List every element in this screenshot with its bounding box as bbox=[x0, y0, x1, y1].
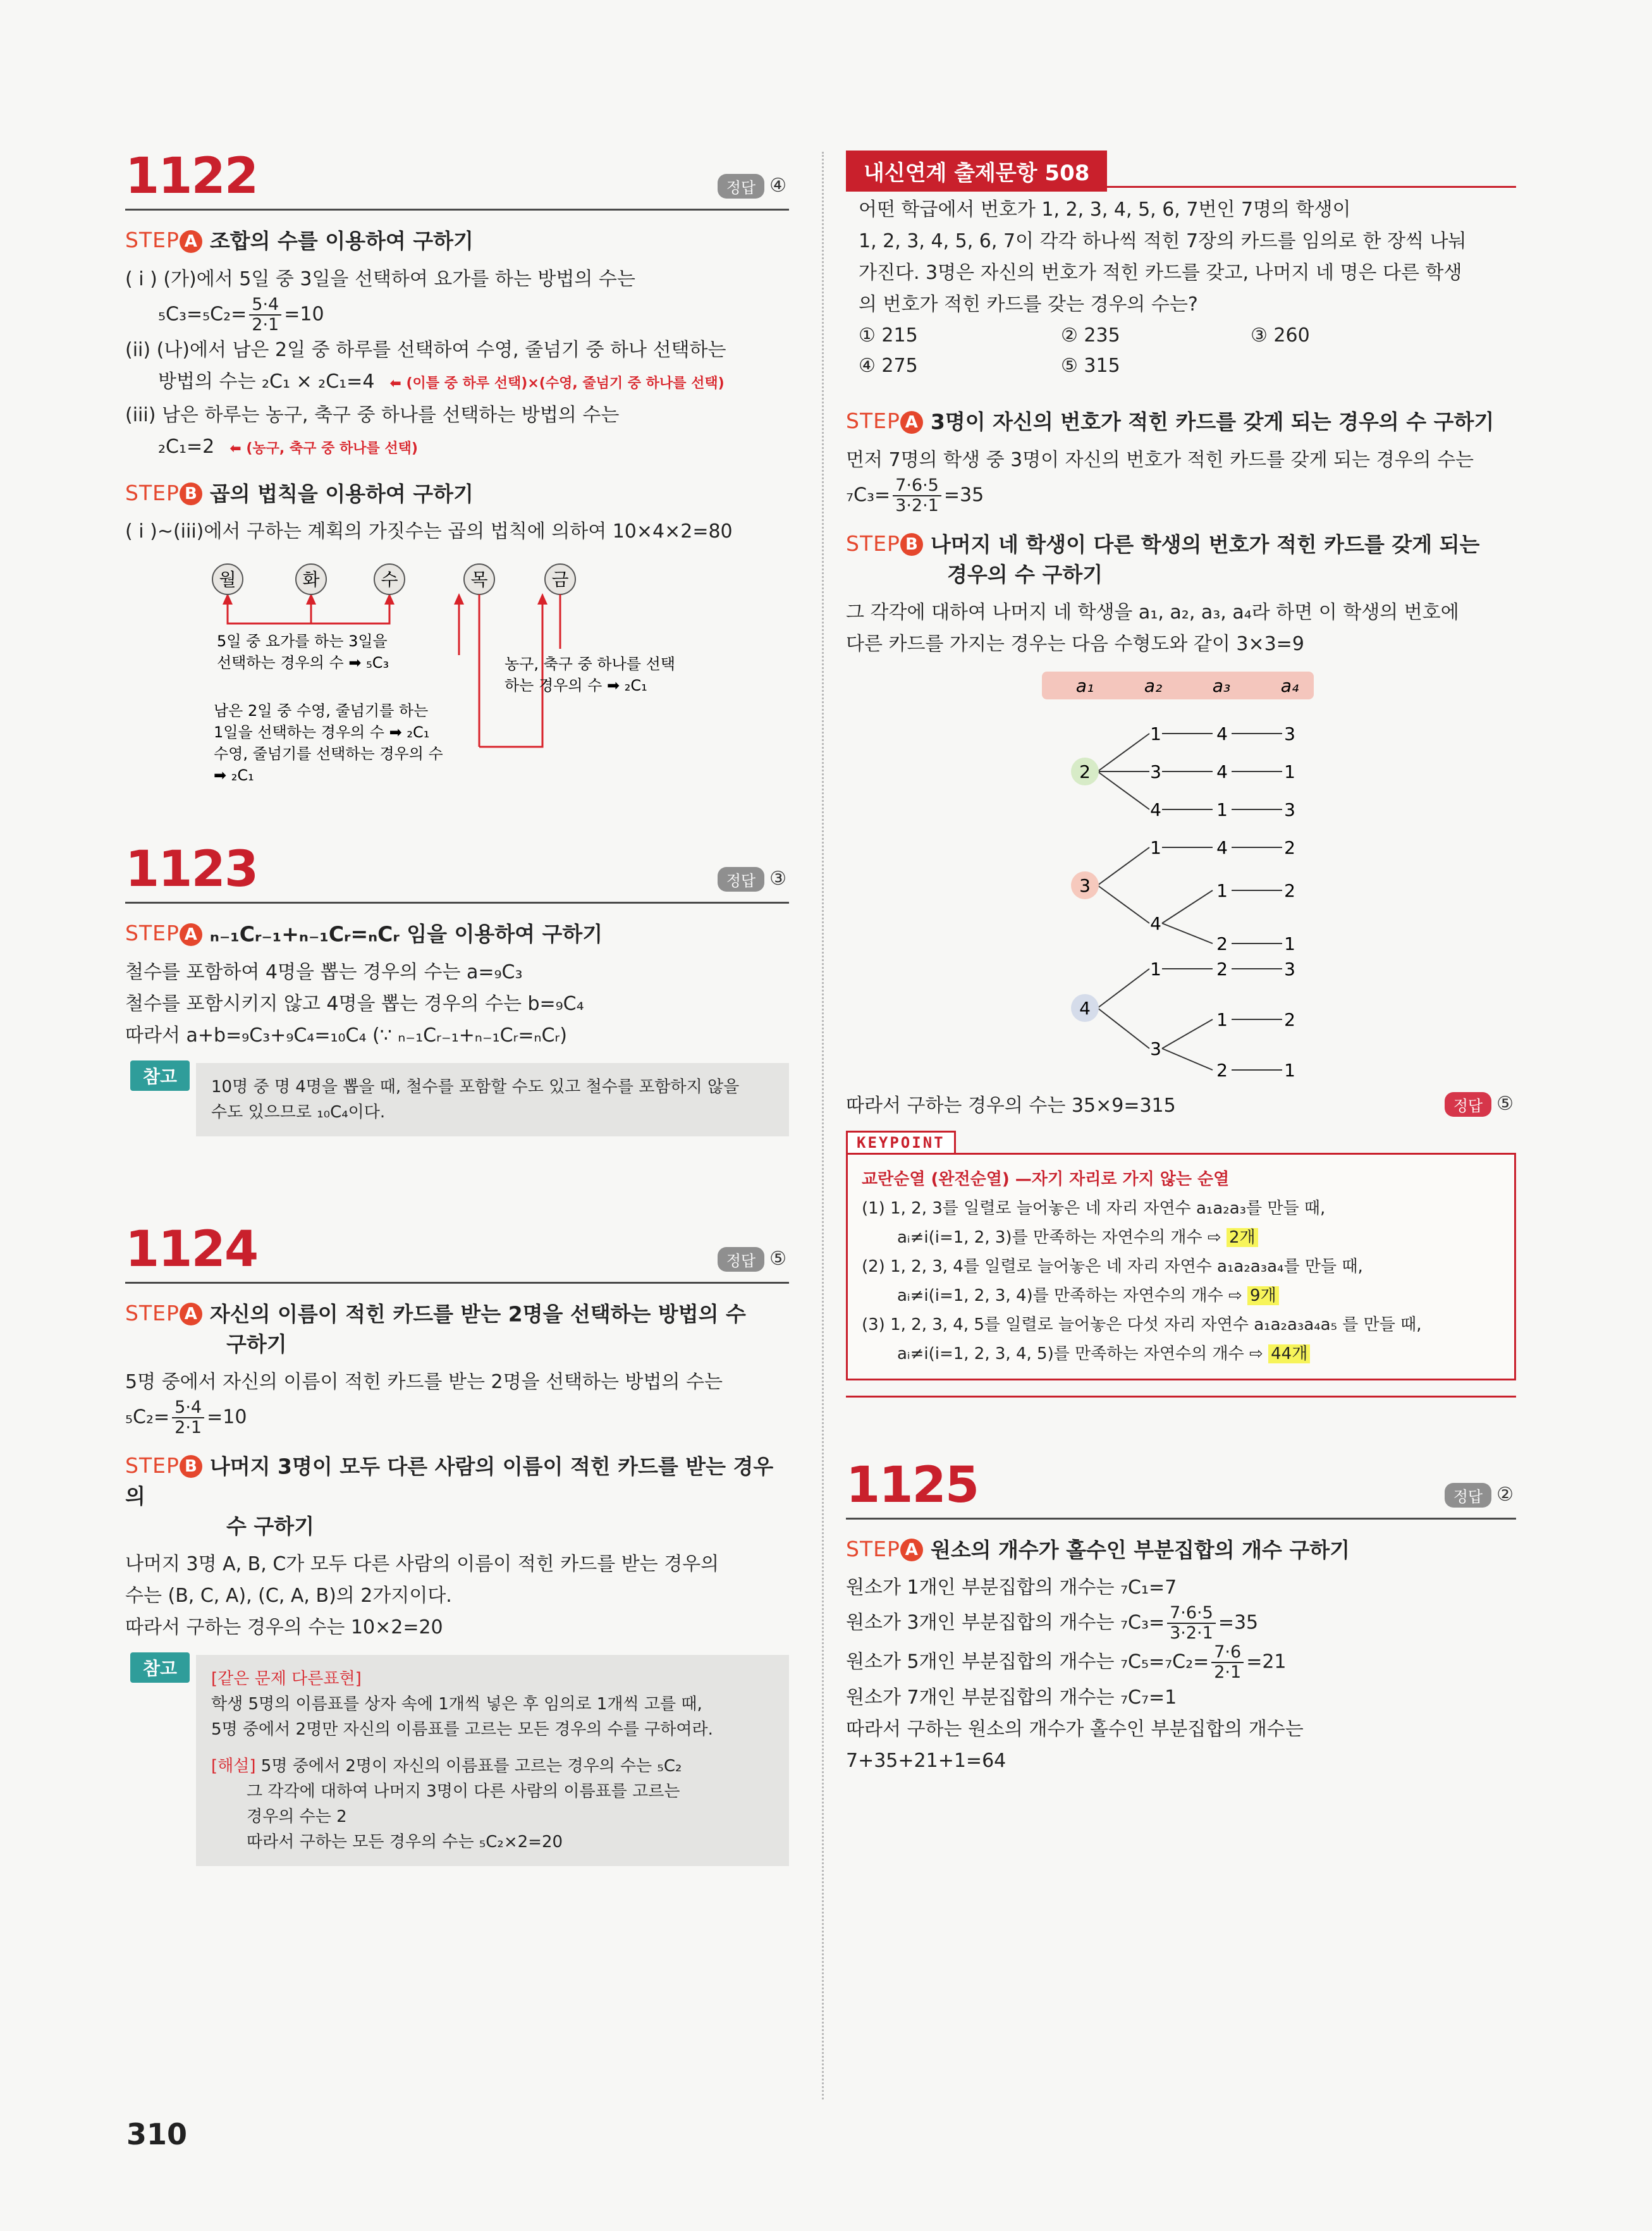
tree-node: 4 bbox=[1150, 913, 1161, 934]
left-column bbox=[125, 145, 789, 1866]
day-mon: 월 bbox=[219, 569, 236, 590]
problem-header-1122 bbox=[125, 145, 789, 211]
reference-note bbox=[125, 1063, 789, 1136]
answer-badge bbox=[718, 1247, 786, 1272]
numerator: 7·6·5 bbox=[893, 476, 941, 496]
step-a-heading bbox=[125, 919, 789, 949]
step-badge: A bbox=[180, 230, 202, 253]
answer-tag: 정답 bbox=[1445, 1092, 1491, 1117]
right-column bbox=[846, 145, 1516, 1777]
formula-text: 원소가 5개인 부분집합의 개수는 ₇C₅=₇C₂= bbox=[846, 1650, 1209, 1673]
tree-header-a2: a₂ bbox=[1144, 675, 1163, 696]
keypoint-line bbox=[862, 1223, 1500, 1252]
answer-badge bbox=[1445, 1092, 1514, 1117]
step-title-cont: 경우의 수 구하기 bbox=[947, 562, 1103, 587]
tree-node: 3 bbox=[1150, 1038, 1161, 1059]
choice-2: ② 235 bbox=[1061, 324, 1120, 347]
step-b-heading bbox=[125, 479, 789, 509]
step-title: 조합의 수를 이용하여 구하기 bbox=[209, 228, 474, 254]
solution-line: 다른 카드를 가지는 경우는 다음 수형도와 같이 3×3=9 bbox=[846, 632, 1304, 655]
formula-text: ₂C₁=2 bbox=[158, 435, 215, 458]
note-line: 학생 5명의 이름표를 상자 속에 1개씩 넣은 후 임의로 1개씩 고를 때, bbox=[211, 1695, 702, 1714]
note-line: 그 각각에 대하여 나머지 3명이 다른 사람의 이름표를 고르는 bbox=[247, 1782, 680, 1801]
numerator: 5·4 bbox=[249, 295, 281, 316]
answer-badge bbox=[1445, 1483, 1514, 1508]
answer-value: ② bbox=[1496, 1483, 1514, 1506]
conclusion-row bbox=[846, 1090, 1516, 1122]
choice-1: ① 215 bbox=[859, 324, 918, 347]
tree-root: 2 bbox=[1079, 761, 1091, 782]
note-line: 5명 중에서 2명이 자신의 이름표를 고르는 경우의 수는 ₅C₂ bbox=[260, 1757, 682, 1776]
formula-text: =35 bbox=[943, 484, 984, 506]
answer-choices bbox=[859, 321, 1516, 381]
diagram-label: 남은 2일 중 수영, 줄넘기를 하는 bbox=[214, 702, 429, 720]
keypoint-highlight: 2개 bbox=[1227, 1228, 1258, 1247]
solution-line: 그 각각에 대하여 나머지 네 학생을 a₁, a₂, a₃, a₄라 하면 이 학생의 번호에 bbox=[846, 601, 1459, 624]
solution-line: (ii) (나)에서 남은 2일 중 하루를 선택하여 수영, 줄넘기 중 하나 선택하는 bbox=[125, 338, 726, 361]
diagram-label: 농구, 축구 중 하나를 선택 bbox=[505, 655, 675, 673]
step-label: STEP bbox=[846, 409, 900, 433]
solution-line: 7+35+21+1=64 bbox=[846, 1750, 1006, 1772]
tree-node: 4 bbox=[1150, 799, 1161, 820]
step-a-heading bbox=[846, 1535, 1516, 1565]
note-body bbox=[196, 1655, 789, 1866]
tree-header-a3: a₃ bbox=[1212, 675, 1231, 696]
step-label: STEP bbox=[125, 1300, 180, 1325]
tree-node: 1 bbox=[1150, 723, 1161, 744]
step-badge: A bbox=[900, 411, 923, 434]
denominator: 3·2·1 bbox=[1170, 1623, 1213, 1643]
step-title: 곱의 법칙을 이용하여 구하기 bbox=[209, 481, 474, 506]
solution-line: 수는 (B, C, A), (C, A, B)의 2가지이다. bbox=[125, 1585, 452, 1607]
numerator: 7·6·5 bbox=[1167, 1604, 1216, 1624]
tree-root: 4 bbox=[1079, 997, 1091, 1019]
step-badge: A bbox=[900, 1539, 923, 1561]
reference-note bbox=[125, 1655, 789, 1866]
problem-number: 1125 bbox=[846, 1456, 979, 1514]
fraction bbox=[893, 476, 941, 515]
step-badge: A bbox=[180, 923, 202, 946]
solution-line bbox=[125, 295, 789, 335]
keypoint-line: (1) 1, 2, 3를 일렬로 늘어놓은 네 자리 자연수 a₁a₂a₃를 만들 때, bbox=[862, 1198, 1326, 1218]
tree-node: 1 bbox=[1216, 1009, 1228, 1030]
keypoint-line bbox=[862, 1339, 1500, 1368]
note-heading: [같은 문제 다른표현] bbox=[211, 1669, 362, 1688]
answer-tag: 정답 bbox=[1445, 1483, 1491, 1508]
question-line: 1, 2, 3, 4, 5, 6, 7이 각각 하나씩 적힌 7장의 카드를 임의로 한 장씩 나눠 bbox=[859, 230, 1467, 252]
solution-line: 따라서 구하는 경우의 수는 10×2=20 bbox=[125, 1616, 443, 1638]
solution-line: 5명 중에서 자신의 이름이 적힌 카드를 받는 2명을 선택하는 방법의 수는 bbox=[125, 1370, 723, 1393]
formula-text: ₅C₂= bbox=[125, 1406, 170, 1428]
step-badge: B bbox=[900, 533, 923, 556]
tree-node: 2 bbox=[1284, 880, 1295, 901]
solution-line: 철수를 포함시키지 않고 4명을 뽑는 경우의 수는 b=₉C₄ bbox=[125, 992, 584, 1015]
question-line: 의 번호가 적힌 카드를 갖는 경우의 수는? bbox=[859, 293, 1198, 316]
step-badge: A bbox=[180, 1303, 202, 1325]
tree-node: 2 bbox=[1284, 1009, 1295, 1030]
answer-badge bbox=[718, 867, 786, 892]
tree-node: 4 bbox=[1216, 837, 1228, 858]
fraction bbox=[249, 295, 281, 335]
tree-node: 1 bbox=[1284, 933, 1295, 954]
note-line: 5명 중에서 2명만 자신의 이름표를 고르는 모든 경우의 수를 구하여라. bbox=[211, 1720, 713, 1739]
tree-node: 3 bbox=[1150, 761, 1161, 782]
step-title: 나머지 3명이 모두 다른 사람의 이름이 적힌 카드를 받는 경우의 bbox=[125, 1454, 774, 1509]
step-label: STEP bbox=[125, 480, 180, 505]
solution-line bbox=[125, 1398, 789, 1437]
denominator: 2·1 bbox=[252, 314, 279, 335]
question-line: 가진다. 3명은 자신의 번호가 적힌 카드를 갖고, 나머지 네 명은 다른 학생 bbox=[859, 262, 1462, 284]
step-title-cont: 구하기 bbox=[226, 1331, 287, 1356]
keypoint-text: aᵢ≠i(i=1, 2, 3, 4)를 만족하는 자연수의 개수 ⇨ bbox=[897, 1286, 1242, 1305]
tree-node: 1 bbox=[1284, 1059, 1295, 1081]
step-title: 원소의 개수가 홀수인 부분집합의 개수 구하기 bbox=[930, 1537, 1350, 1562]
tree-node: 1 bbox=[1150, 837, 1161, 858]
tree-node: 3 bbox=[1284, 958, 1295, 980]
step-title: 나머지 네 학생이 다른 학생의 번호가 적힌 카드를 갖게 되는 bbox=[930, 532, 1480, 556]
formula-text: 원소가 3개인 부분집합의 개수는 ₇C₃= bbox=[846, 1611, 1165, 1634]
denominator: 2·1 bbox=[1214, 1662, 1242, 1682]
denominator: 3·2·1 bbox=[895, 495, 939, 515]
choice-3: ③ 260 bbox=[1251, 324, 1310, 347]
formula-text: ₅C₃=₅C₂= bbox=[158, 303, 247, 325]
tree-node: 2 bbox=[1216, 933, 1228, 954]
formula-text: =10 bbox=[207, 1406, 247, 1428]
step-label: STEP bbox=[846, 1536, 900, 1561]
solution-line: 먼저 7명의 학생 중 3명이 자신의 번호가 적힌 카드를 갖게 되는 경우의 수는 bbox=[846, 448, 1474, 471]
exam-question bbox=[846, 194, 1516, 321]
formula-text: =21 bbox=[1246, 1650, 1287, 1673]
step-title: 자신의 이름이 적힌 카드를 받는 2명을 선택하는 방법의 수 bbox=[209, 1301, 746, 1326]
diagram-label: 5일 중 요가를 하는 3일을 bbox=[217, 632, 388, 650]
question-line: 어떤 학급에서 번호가 1, 2, 3, 4, 5, 6, 7번인 7명의 학생이 bbox=[859, 199, 1351, 221]
annotation: ⬅ (이틀 중 하루 선택)×(수영, 줄넘기 중 하나를 선택) bbox=[389, 375, 725, 391]
step-a-heading bbox=[846, 407, 1516, 437]
solution-line bbox=[125, 366, 789, 400]
tree-node: 4 bbox=[1216, 723, 1228, 744]
tree-node: 1 bbox=[1216, 799, 1228, 820]
keypoint-line: (3) 1, 2, 3, 4, 5를 일렬로 늘어놓은 다섯 자리 자연수 a₁a₂a₃a₄a₅ 를 만들 때, bbox=[862, 1315, 1422, 1334]
day-thu: 목 bbox=[470, 569, 488, 590]
exam-header bbox=[846, 145, 1516, 188]
formula-text: ₇C₃= bbox=[846, 484, 891, 506]
note-body bbox=[196, 1063, 789, 1136]
step-label: STEP bbox=[125, 1453, 180, 1478]
day-fri: 금 bbox=[551, 569, 569, 590]
numerator: 7·6 bbox=[1211, 1643, 1244, 1663]
keypoint-highlight: 44개 bbox=[1268, 1344, 1310, 1363]
step-label: STEP bbox=[125, 921, 180, 945]
solution-line: 철수를 포함하여 4명을 뽑는 경우의 수는 a=₉C₃ bbox=[125, 961, 523, 983]
note-solution bbox=[211, 1754, 774, 1779]
step-label: STEP bbox=[846, 531, 900, 556]
tree-node: 2 bbox=[1284, 837, 1295, 858]
solution-line bbox=[846, 1643, 1516, 1682]
keypoint-highlight: 9개 bbox=[1247, 1286, 1279, 1305]
step-b-heading bbox=[846, 529, 1516, 589]
note-line: 수도 있으므로 ₁₀C₄이다. bbox=[211, 1102, 386, 1122]
formula-text: =35 bbox=[1218, 1611, 1259, 1634]
solution-line: 따라서 a+b=₉C₃+₉C₄=₁₀C₄ (∵ ₙ₋₁Cᵣ₋₁+ₙ₋₁Cᵣ=ₙCᵣ) bbox=[125, 1024, 567, 1047]
exam-badge: 내신연계 출제문항 508 bbox=[846, 151, 1107, 192]
choice-4: ④ 275 bbox=[859, 355, 918, 377]
problem-number: 1123 bbox=[125, 841, 258, 898]
problem-number: 1124 bbox=[125, 1220, 258, 1278]
note-tag: 참고 bbox=[130, 1652, 190, 1683]
step-a-heading bbox=[125, 1299, 789, 1359]
solution-line: ( i ) (가)에서 5일 중 3일을 선택하여 요가를 하는 방법의 수는 bbox=[125, 267, 635, 290]
solution-line: ( i )~(iii)에서 구하는 계획의 가짓수는 곱의 법칙에 의하여 10×4×2=80 bbox=[125, 520, 733, 543]
solution-line bbox=[846, 476, 1516, 515]
solution-line: 따라서 구하는 원소의 개수가 홀수인 부분집합의 개수는 bbox=[846, 1718, 1304, 1740]
diagram-label: 1일을 선택하는 경우의 수 ➡ ₂C₁ bbox=[214, 723, 430, 741]
tree-header-a4: a₄ bbox=[1280, 675, 1299, 696]
diagram-label: 하는 경우의 수 ➡ ₂C₁ bbox=[505, 677, 647, 694]
note-tag: 참고 bbox=[130, 1060, 190, 1091]
problem-header-1123 bbox=[125, 839, 789, 904]
step-badge: B bbox=[180, 1455, 202, 1478]
fraction bbox=[172, 1398, 204, 1437]
fraction bbox=[1211, 1643, 1244, 1682]
keypoint-title: 교란순열 (완전순열) —자기 자리로 가지 않는 순열 bbox=[862, 1169, 1230, 1189]
note-line: 따라서 구하는 모든 경우의 수는 ₅C₂×2=20 bbox=[247, 1833, 563, 1852]
numerator: 5·4 bbox=[172, 1398, 204, 1418]
answer-value: ④ bbox=[769, 175, 786, 197]
formula-text: 방법의 수는 ₂C₁ × ₂C₁=4 bbox=[158, 370, 375, 393]
tree-node: 2 bbox=[1216, 1059, 1228, 1081]
choice-5: ⑤ 315 bbox=[1061, 355, 1120, 377]
solution-line: (iii) 남은 하루는 농구, 축구 중 하나를 선택하는 방법의 수는 bbox=[125, 403, 620, 426]
section-rule bbox=[846, 1396, 1516, 1398]
tree-node: 1 bbox=[1284, 761, 1295, 782]
note-line: 10명 중 명 4명을 뽑을 때, 철수를 포함할 수도 있고 철수를 포함하지 않을 bbox=[211, 1077, 740, 1097]
step-title: 3명이 자신의 번호가 적힌 카드를 갖게 되는 경우의 수 구하기 bbox=[930, 409, 1495, 434]
page-number: 310 bbox=[126, 2117, 188, 2151]
answer-tag: 정답 bbox=[718, 867, 764, 892]
step-title: ₙ₋₁Cᵣ₋₁+ₙ₋₁Cᵣ=ₙCᵣ 임을 이용하여 구하기 bbox=[209, 921, 603, 947]
answer-value: ⑤ bbox=[1496, 1092, 1514, 1115]
tree-diagram bbox=[846, 665, 1516, 1083]
tree-root: 3 bbox=[1079, 875, 1091, 896]
keypoint-line: (2) 1, 2, 3, 4를 일렬로 늘어놓은 네 자리 자연수 a₁a₂a₃a₄를 만들 때, bbox=[862, 1257, 1363, 1276]
answer-tag: 정답 bbox=[718, 1247, 764, 1272]
keypoint-text: aᵢ≠i(i=1, 2, 3, 4, 5)를 만족하는 자연수의 개수 ⇨ bbox=[897, 1344, 1263, 1363]
column-divider bbox=[822, 152, 824, 2099]
linked-exam-problem bbox=[846, 145, 1516, 381]
diagram-label: 수영, 줄넘기를 선택하는 경우의 수 bbox=[214, 745, 443, 763]
answer-tag: 정답 bbox=[718, 174, 764, 199]
keypoint-box bbox=[846, 1131, 1516, 1380]
note-solution-tag: [해설] bbox=[211, 1757, 256, 1776]
tree-node: 4 bbox=[1216, 761, 1228, 782]
formula-text: =10 bbox=[284, 303, 324, 325]
keypoint-body bbox=[846, 1153, 1516, 1380]
tree-node: 1 bbox=[1216, 880, 1228, 901]
solution-line: 원소가 1개인 부분집합의 개수는 ₇C₁=7 bbox=[846, 1576, 1177, 1599]
answer-value: ③ bbox=[769, 868, 786, 890]
problem-number: 1122 bbox=[125, 148, 258, 205]
problem-header-1125 bbox=[846, 1454, 1516, 1520]
keypoint-line bbox=[862, 1281, 1500, 1310]
annotation: ⬅ (농구, 축구 중 하나를 선택) bbox=[229, 440, 418, 457]
tree-node: 3 bbox=[1284, 723, 1295, 744]
note-line: 경우의 수는 2 bbox=[247, 1807, 347, 1826]
keypoint-tag: KEYPOINT bbox=[846, 1131, 956, 1153]
fraction bbox=[1167, 1604, 1216, 1643]
solution-line: 따라서 구하는 경우의 수는 35×9=315 bbox=[846, 1094, 1176, 1117]
step-label: STEP bbox=[125, 228, 180, 252]
problem-header-1124 bbox=[125, 1219, 789, 1284]
tree-node: 2 bbox=[1216, 958, 1228, 980]
denominator: 2·1 bbox=[174, 1417, 202, 1437]
step-a-heading bbox=[125, 226, 789, 256]
day-wed: 수 bbox=[381, 569, 398, 590]
diagram-label: ➡ ₂C₁ bbox=[214, 766, 254, 784]
day-tue: 화 bbox=[302, 569, 320, 590]
solution-line: 나머지 3명 A, B, C가 모두 다른 사람의 이름이 적힌 카드를 받는 경우의 bbox=[125, 1553, 719, 1575]
solution-line bbox=[846, 1604, 1516, 1643]
solution-line: 원소가 7개인 부분집합의 개수는 ₇C₇=1 bbox=[846, 1687, 1177, 1709]
keypoint-text: aᵢ≠i(i=1, 2, 3)를 만족하는 자연수의 개수 ⇨ bbox=[897, 1227, 1221, 1247]
step-title-cont: 수 구하기 bbox=[226, 1514, 315, 1539]
answer-badge bbox=[718, 174, 786, 199]
tree-header-a1: a₁ bbox=[1075, 675, 1094, 696]
step-b-heading bbox=[125, 1451, 789, 1542]
answer-value: ⑤ bbox=[769, 1247, 786, 1270]
tree-node: 1 bbox=[1150, 958, 1161, 980]
solution-line bbox=[125, 431, 789, 465]
step-badge: B bbox=[180, 482, 202, 505]
diagram-label: 선택하는 경우의 수 ➡ ₅C₃ bbox=[217, 654, 389, 672]
day-selection-diagram bbox=[125, 554, 789, 794]
tree-node: 3 bbox=[1284, 799, 1295, 820]
